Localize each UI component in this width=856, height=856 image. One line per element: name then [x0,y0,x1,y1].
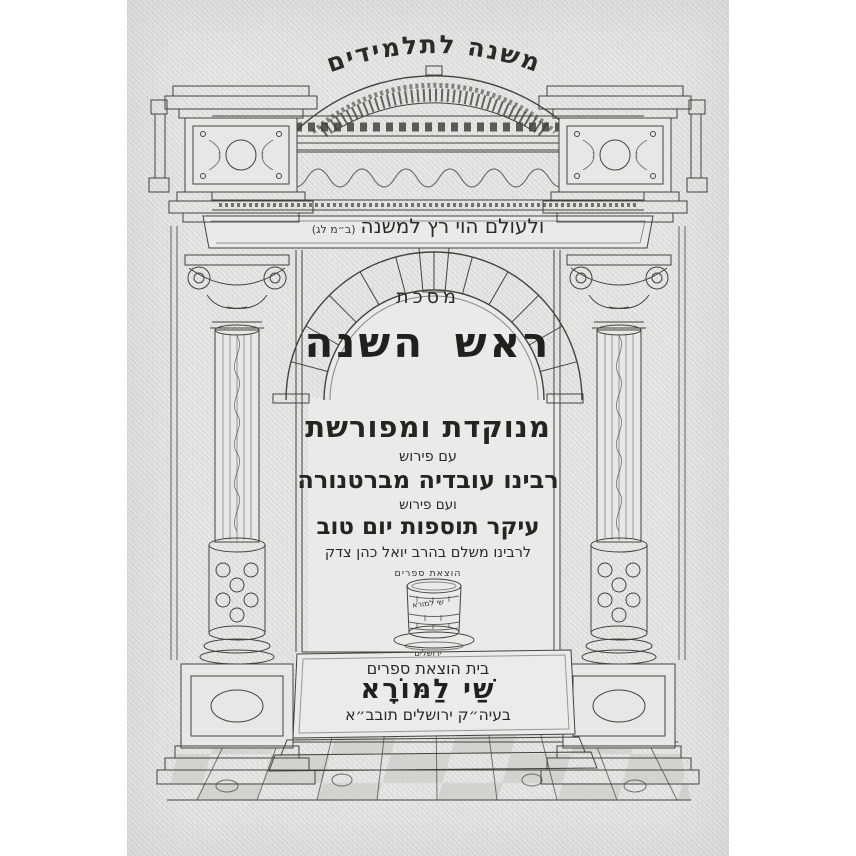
quote-source: (ב״מ לג) [311,223,356,236]
logo-arc-bottom-text: ירושלים [414,649,442,659]
top-motto: משנה לתלמידים [322,29,546,79]
publisher-location: בעיה״ק ירושלים תובב״א [345,706,511,724]
subtitle: מנוקדת ומפורשת [305,410,551,444]
tractate-label: מסכת [396,286,460,308]
author-line: לרבינו משלם בהרב יואל כהן צדק [324,545,532,561]
commentary2-intro: ועם פירוש [399,497,457,513]
title: ראש השנה [304,318,552,367]
talmud-quote: ולעולם הוי רץ למשנה [360,214,545,238]
commentary1-intro: עם פירוש [398,449,457,465]
publisher-line1: בית הוצאת ספרים [366,659,490,678]
commentator1-name: רבינו עובדיה מברטנורה [297,466,559,494]
logo-arc-top-text: הוצאת ספרים [394,568,462,579]
logo-cup-label: שי למורא [411,597,445,610]
commentator2-name: עיקר תוספות יום טוב [316,514,540,540]
left-tower [149,86,317,222]
publisher-name: שַׁי לַמּוֹרָא [360,674,496,705]
talmud-quote-line [128,214,728,238]
right-tower [539,86,707,222]
